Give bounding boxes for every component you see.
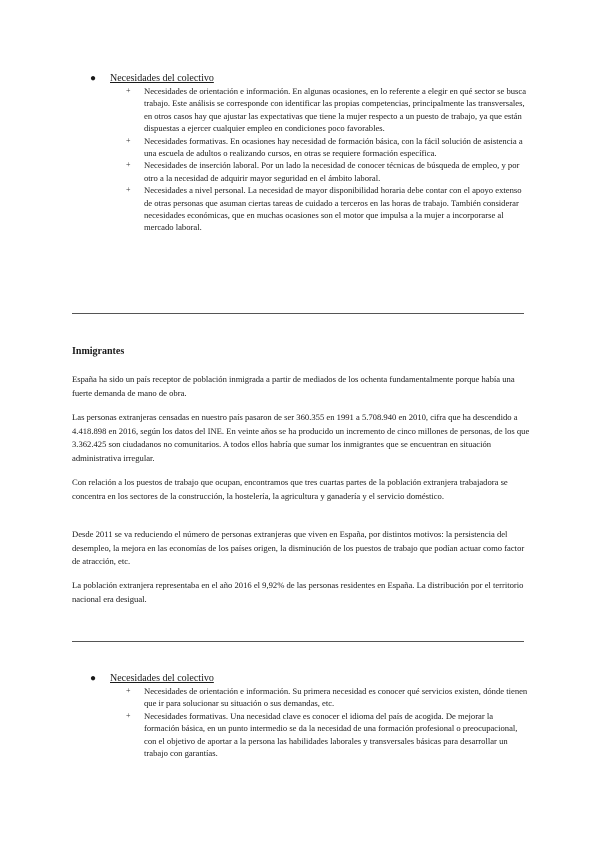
bullet-icon: ● xyxy=(90,673,97,684)
list-item xyxy=(72,184,528,234)
plus-icon: + xyxy=(126,160,131,170)
plus-icon: + xyxy=(126,135,131,145)
list-item-text: Necesidades de inserción laboral. Por un lado la necesidad de conocer técnicas de búsqueda de empleo, y por otro a la necesidad de adquirir mayor seguridad en el ámbito laboral. xyxy=(144,160,520,183)
paragraph: La población extranjera representaba en el año 2016 el 9,92% de las personas residentes en España. La distribución por el territorio nacional era desigual. xyxy=(72,580,524,604)
plus-icon: + xyxy=(126,185,131,195)
plus-icon: + xyxy=(126,86,131,95)
needs-list xyxy=(72,85,528,234)
paragraph: España ha sido un país receptor de población inmigrada a partir de mediados de los ochenta fundamentalmente porque había una fuerte demanda de mano de obra. xyxy=(72,374,515,398)
paragraph: Con relación a los puestos de trabajo que ocupan, encontramos que tres cuartas partes de la población extranjera trabajadora se concentra en los sectores de la construcción, la hostelería, la agricultura y ganadería y el servicio doméstico. xyxy=(72,477,508,501)
list-item xyxy=(72,135,528,160)
section-divider xyxy=(72,641,524,642)
needs-heading: Necesidades del colectivo xyxy=(110,73,214,84)
section-divider xyxy=(72,313,524,314)
list-item-text: Necesidades de orientación e información. En algunas ocasiones, en lo referente a elegir en qué sector se busca trabajo. Este análisis se corresponde con identificar las propias competencias, principalmente las transversales, en otros casos hay que ajustar las expectativas que tiene la mujer respecto a un puesto de trabajo, ya que están dispuestas a ejercer cualquier empleo en condiciones poco favorables. xyxy=(144,86,527,134)
list-item-text: Necesidades formativas. Una necesidad clave es conocer el idioma del país de acogida. De mejorar la formación básica, en un punto intermedio se da la necesidad de una formación profesional o preocupacional, con el objetivo de aportar a la persona las habilidades laborales y transversales básicas para desarrollar un trabajo con garantías. xyxy=(144,710,518,759)
paragraph: Desde 2011 se va reduciendo el número de personas extranjeras que viven en España, por distintos motivos: la persistencia del desempleo, la mejora en las economías de los países origen, la disminución de los puestos de trabajo que podían actuar como factor de atracción, etc. xyxy=(72,529,525,567)
needs-heading: Necesidades del colectivo xyxy=(110,673,214,684)
list-item xyxy=(72,85,528,135)
bullet-icon: ● xyxy=(90,73,97,84)
list-item-text: Necesidades formativas. En ocasiones hay necesidad de formación básica, con la fácil solución de asistencia a una escuela de adultos o realizando cursos, en otras se requiere formación específica. xyxy=(144,135,523,159)
list-item xyxy=(72,159,528,184)
list-item xyxy=(72,710,528,760)
section-title: Inmigrantes xyxy=(72,346,125,357)
bullet-heading xyxy=(72,72,528,85)
plus-icon: + xyxy=(126,686,131,695)
bullet-heading xyxy=(72,672,528,685)
needs-list xyxy=(72,685,528,759)
needs-section-immigrants xyxy=(72,672,528,759)
list-item xyxy=(72,685,528,710)
paragraph: Las personas extranjeras censadas en nuestro país pasaron de ser 360.355 en 1991 a 5.708.940 en 2010, cifra que ha descendido a 4.418.898 en 2016, según los datos del INE. En veinte años se ha producido un incremento de cinco millones de personas, de los que 3.362.425 son ciudadanos no comunitarios. A todos ellos habría que sumar los inmigrantes que se encuentran en situación administrativa irregular. xyxy=(72,412,530,463)
list-item-text: Necesidades de orientación e información. Su primera necesidad es conocer qué servicios existen, dónde tienen que ir para solucionar su situación o sus demandas, etc. xyxy=(144,686,528,709)
list-item-text: Necesidades a nivel personal. La necesidad de mayor disponibilidad horaria debe contar con el apoyo extenso de otras personas que asuman ciertas tareas de cuidado a terceros en las horas de trabajo. También considerar necesidades económicas, que en muchas ocasiones son el motor que impulsa a la mujer a incorporarse al mercado laboral. xyxy=(144,185,522,233)
plus-icon: + xyxy=(126,710,131,720)
needs-section-women xyxy=(72,72,528,234)
